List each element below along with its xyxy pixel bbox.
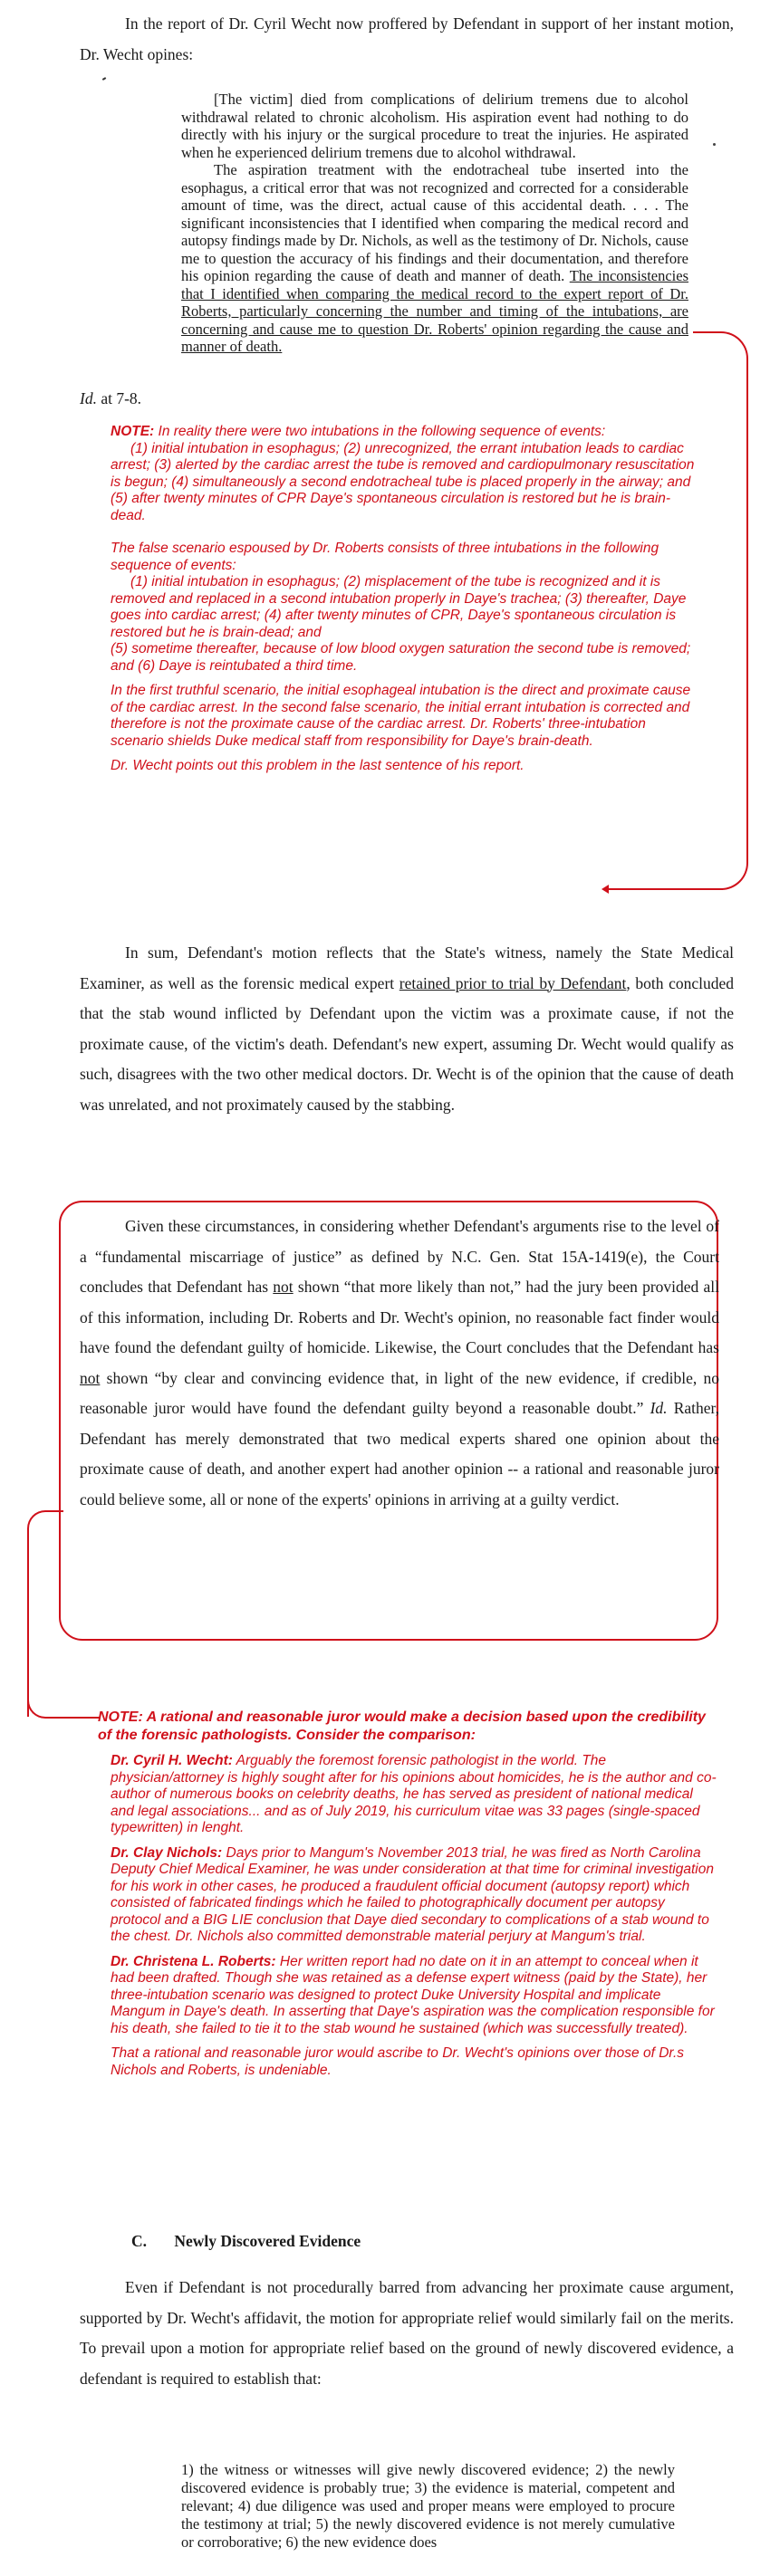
- citation-id: Id.: [80, 389, 97, 407]
- circ-not-1: not: [273, 1278, 294, 1296]
- note2-roberts-text: Her written report had no date on it in an attempt to conceal when it had been drafted. Though she was retained as a defense expert witness (paid by the State), her three-intubation scenario was designed to protect Duke University Hospital and implicate Mangum in Daye's death. In asserting that Daye's aspiration was the complication responsible for his death, she failed to tie it to the stab wound he sustained (which was successfully treated).: [111, 1953, 715, 2036]
- summary-part2: , both concluded that the stab wound inflicted by Defendant upon the victim was a proximate cause, if not the proximate cause, of the victim's death. Defendant's new expert, assuming Dr. Wecht would qualify as such, disagrees with the two other medical doctors. Dr. Wecht is of the opinion that the cause of death was unrelated, and not proximately caused by the stabbing.: [80, 973, 735, 1114]
- quote-paragraph-1: [The victim] died from complications of delirium tremens due to alcohol withdrawal related to chronic alcoholism. His aspiration event had nothing to do directly with his injury or the surgical procedure to treat the injuries. He aspirated when he experienced delirium tremens due to alcohol withdrawal.: [181, 91, 688, 161]
- intro-paragraph: [80, 9, 734, 70]
- note2-nichols-name: Dr. Clay Nichols:: [111, 1844, 223, 1861]
- note2-roberts-name: Dr. Christena L. Roberts:: [111, 1953, 276, 1969]
- note1-false-sequence-b: (5) sometime thereafter, because of low blood oxygen saturation the second tube is removed; and (6) Daye is reintubated a third time.: [111, 641, 691, 674]
- bracket-right-curve: [694, 331, 748, 890]
- note2-nichols: [111, 1845, 718, 1946]
- section-c-title: Newly Discovered Evidence: [174, 2232, 361, 2250]
- note2-heading: NOTE: A rational and reasonable juror would make a decision based upon the credibility of the forensic pathologists. Consider the comparison:: [98, 1709, 706, 1743]
- circ-a: Given these circumstances, in considering whether Defendant's arguments rise to the level of a “fundamental miscarriage of justice” as defined by N.C. Gen. Stat 15A-1419(e), the Court concludes that Defendant has: [80, 1217, 719, 1296]
- merits-text: Even if Defendant is not procedurally barred from advancing her proximate cause argument, supported by Dr. Wecht's affidavit, the motion for appropriate relief would similarly fail on the merits. To prevail upon a motion for appropriate relief based on the ground of newly discovered evidence, a defendant is required to establish that:: [80, 2278, 734, 2388]
- quote-underlined-text: The inconsistencies that I identified when comparing the medical record to the expert report of Dr. Roberts, particularly concerning the number and timing of the intubations, are concerning and cause me to question Dr. Roberts' opinion regarding the cause and manner of death.: [181, 267, 689, 355]
- note1-false-sequence-a: (1) initial intubation in esophagus; (2) misplacement of the tube is recognized and it is removed and replaced in a second intubation properly in Daye's trachea; (3) thereafter, Daye goes into cardiac arrest; (4) after twenty minutes of CPR, Daye's spontaneous circulation is restored but he is brain-dead; and: [111, 574, 687, 640]
- quote-paragraph-2-text: The aspiration treatment with the endotracheal tube inserted into the esophagus, a critical error that was not recognized and corrected for a considerable amount of time, was the direct, actual cause of this accidental death. . . . The significant inconsistencies that I identified when comparing the medical record and autopsy findings made by Dr. Nichols, as well as the testimony of Dr. Nichols, cause me to question the accuracy of his findings and their documentation, and therefore his opinion regarding the cause of death and manner of death.: [181, 161, 688, 284]
- note2-nichols-text: Days prior to Mangum's November 2013 trial, he was fired as North Carolina Deputy Chief Medical Examiner, he was under consideration at that time for criminal investigation for his work in other cases, he produced a fraudulent official document (autopsy report) which consisted of fabricated findings which he failed to photographically document per autopsy protocol and a BIG LIE conclusion that Daye died secondary to complications of a stab wound to the chest. Dr. Nichols also committed demonstrable material perjury at Mangum's trial.: [111, 1844, 714, 1944]
- requirements-list: [181, 2461, 675, 2552]
- note1-intro: In reality there were two intubations in the following sequence of events:: [158, 424, 606, 439]
- merits-paragraph: [80, 2273, 734, 2394]
- note1-false-intro: The false scenario espoused by Dr. Roberts consists of three intubations in the following sequence of events:: [111, 541, 659, 573]
- note1-label: NOTE:: [111, 424, 155, 439]
- stray-dot: [713, 143, 716, 146]
- circ-id: Id.: [650, 1399, 668, 1417]
- box-to-note-connector: [27, 1510, 63, 1717]
- stray-mark: [102, 77, 106, 81]
- circumstances-paragraph: [80, 1211, 719, 1515]
- note1-conclusion: Dr. Wecht points out this problem in the last sentence of his report.: [111, 758, 525, 773]
- note1-intro-line: [111, 424, 699, 441]
- section-c-heading: [131, 2232, 361, 2251]
- wecht-block-quote: [181, 91, 688, 356]
- note1-analysis: In the first truthful scenario, the initial esophageal intubation is the direct and proximate cause of the cardiac arrest. In the second false scenario, the initial errant intubation is corrected and therefore is not the proximate cause of the cardiac arrest. Dr. Roberts' three-intubation scenario shields Duke medical staff from responsibility for Daye's brain-death.: [111, 683, 691, 749]
- section-c-label: C.: [131, 2232, 148, 2250]
- citation-pages: at 7-8.: [101, 389, 142, 407]
- summary-paragraph: [80, 938, 734, 1120]
- citation-id-at: [80, 389, 141, 408]
- note2-wecht-name: Dr. Cyril H. Wecht:: [111, 1753, 233, 1768]
- note2-wecht-text: Arguably the foremost forensic pathologist in the world. The physician/attorney is highly sought after for his opinions about homicides, he is the author and co-author of numerous books on celebrity deaths, he has served as president of national medical and legal associations... and as of July 2019, his curriculum vitae was 33 pages (single-spaced typewritten) in lenght.: [111, 1753, 717, 1835]
- summary-underlined: retained prior to trial by Defendant: [399, 973, 627, 992]
- note2-conclusion: That a rational and reasonable juror would ascribe to Dr. Wecht's opinions over those of Dr.s Nichols and Roberts, is undeniable.: [111, 2045, 685, 2078]
- bracket-arrow: [602, 885, 609, 894]
- note2-roberts: [111, 1954, 718, 2038]
- intro-text: In the report of Dr. Cyril Wecht now proffered by Defendant in support of her instant motion, Dr. Wecht opines:: [80, 14, 734, 63]
- note2-wecht: [111, 1753, 718, 1837]
- bracket-bottom-line: [605, 888, 723, 890]
- circ-d: Rather, Defendant has merely demonstrated that two medical experts shared one opinion about the proximate cause of death, and another expert had another opinion -- a rational and reasonable juror could believe some, all or none of the experts' opinions in arriving at a guilty verdict.: [80, 1399, 720, 1508]
- summary-part1: In sum, Defendant's motion reflects that the State's witness, namely the State Medical Examiner, as well as the forensic medical expert: [80, 943, 734, 992]
- box-to-note-connector-bottom: [27, 1693, 100, 1719]
- quote-paragraph-2: [181, 161, 688, 356]
- requirements-text: 1) the witness or witnesses will give newly discovered evidence; 2) the newly discovered evidence is probably true; 3) the evidence is material, competent and relevant; 4) due diligence was used and proper means were employed to procure the testimony at trial; 5) the newly discovered evidence is not merely cumulative or corroborative; 6) the new evidence does: [181, 2461, 675, 2551]
- note-credibility-comparison: [98, 1709, 718, 2079]
- note1-sequence: (1) initial intubation in esophagus; (2) unrecognized, the errant intubation leads to cardiac arrest; (3) alerted by the cardiac arrest the tube is removed and cardiopulmonary resuscitation is begun; (4) simultaneously a second endotracheal tube is placed properly in the airway; and (5) after twenty minutes of CPR Daye's spontaneous circulation is restored but he is brain-dead.: [111, 440, 695, 523]
- circ-not-2: not: [80, 1368, 101, 1387]
- note-intubation-sequence: [111, 424, 699, 775]
- circ-b: shown “that more likely than not,” had the jury been provided all of this information, including Dr. Roberts and Dr. Wecht's opinion, no reasonable fact finder would have found the defendant guilty of homicide. Likewise, the Court concludes that the Defendant has: [80, 1278, 719, 1356]
- circ-c: shown “by clear and convincing evidence that, in light of the new evidence, if credible, no reasonable juror would have found the defendant guilty beyond a reasonable doubt.”: [80, 1368, 720, 1417]
